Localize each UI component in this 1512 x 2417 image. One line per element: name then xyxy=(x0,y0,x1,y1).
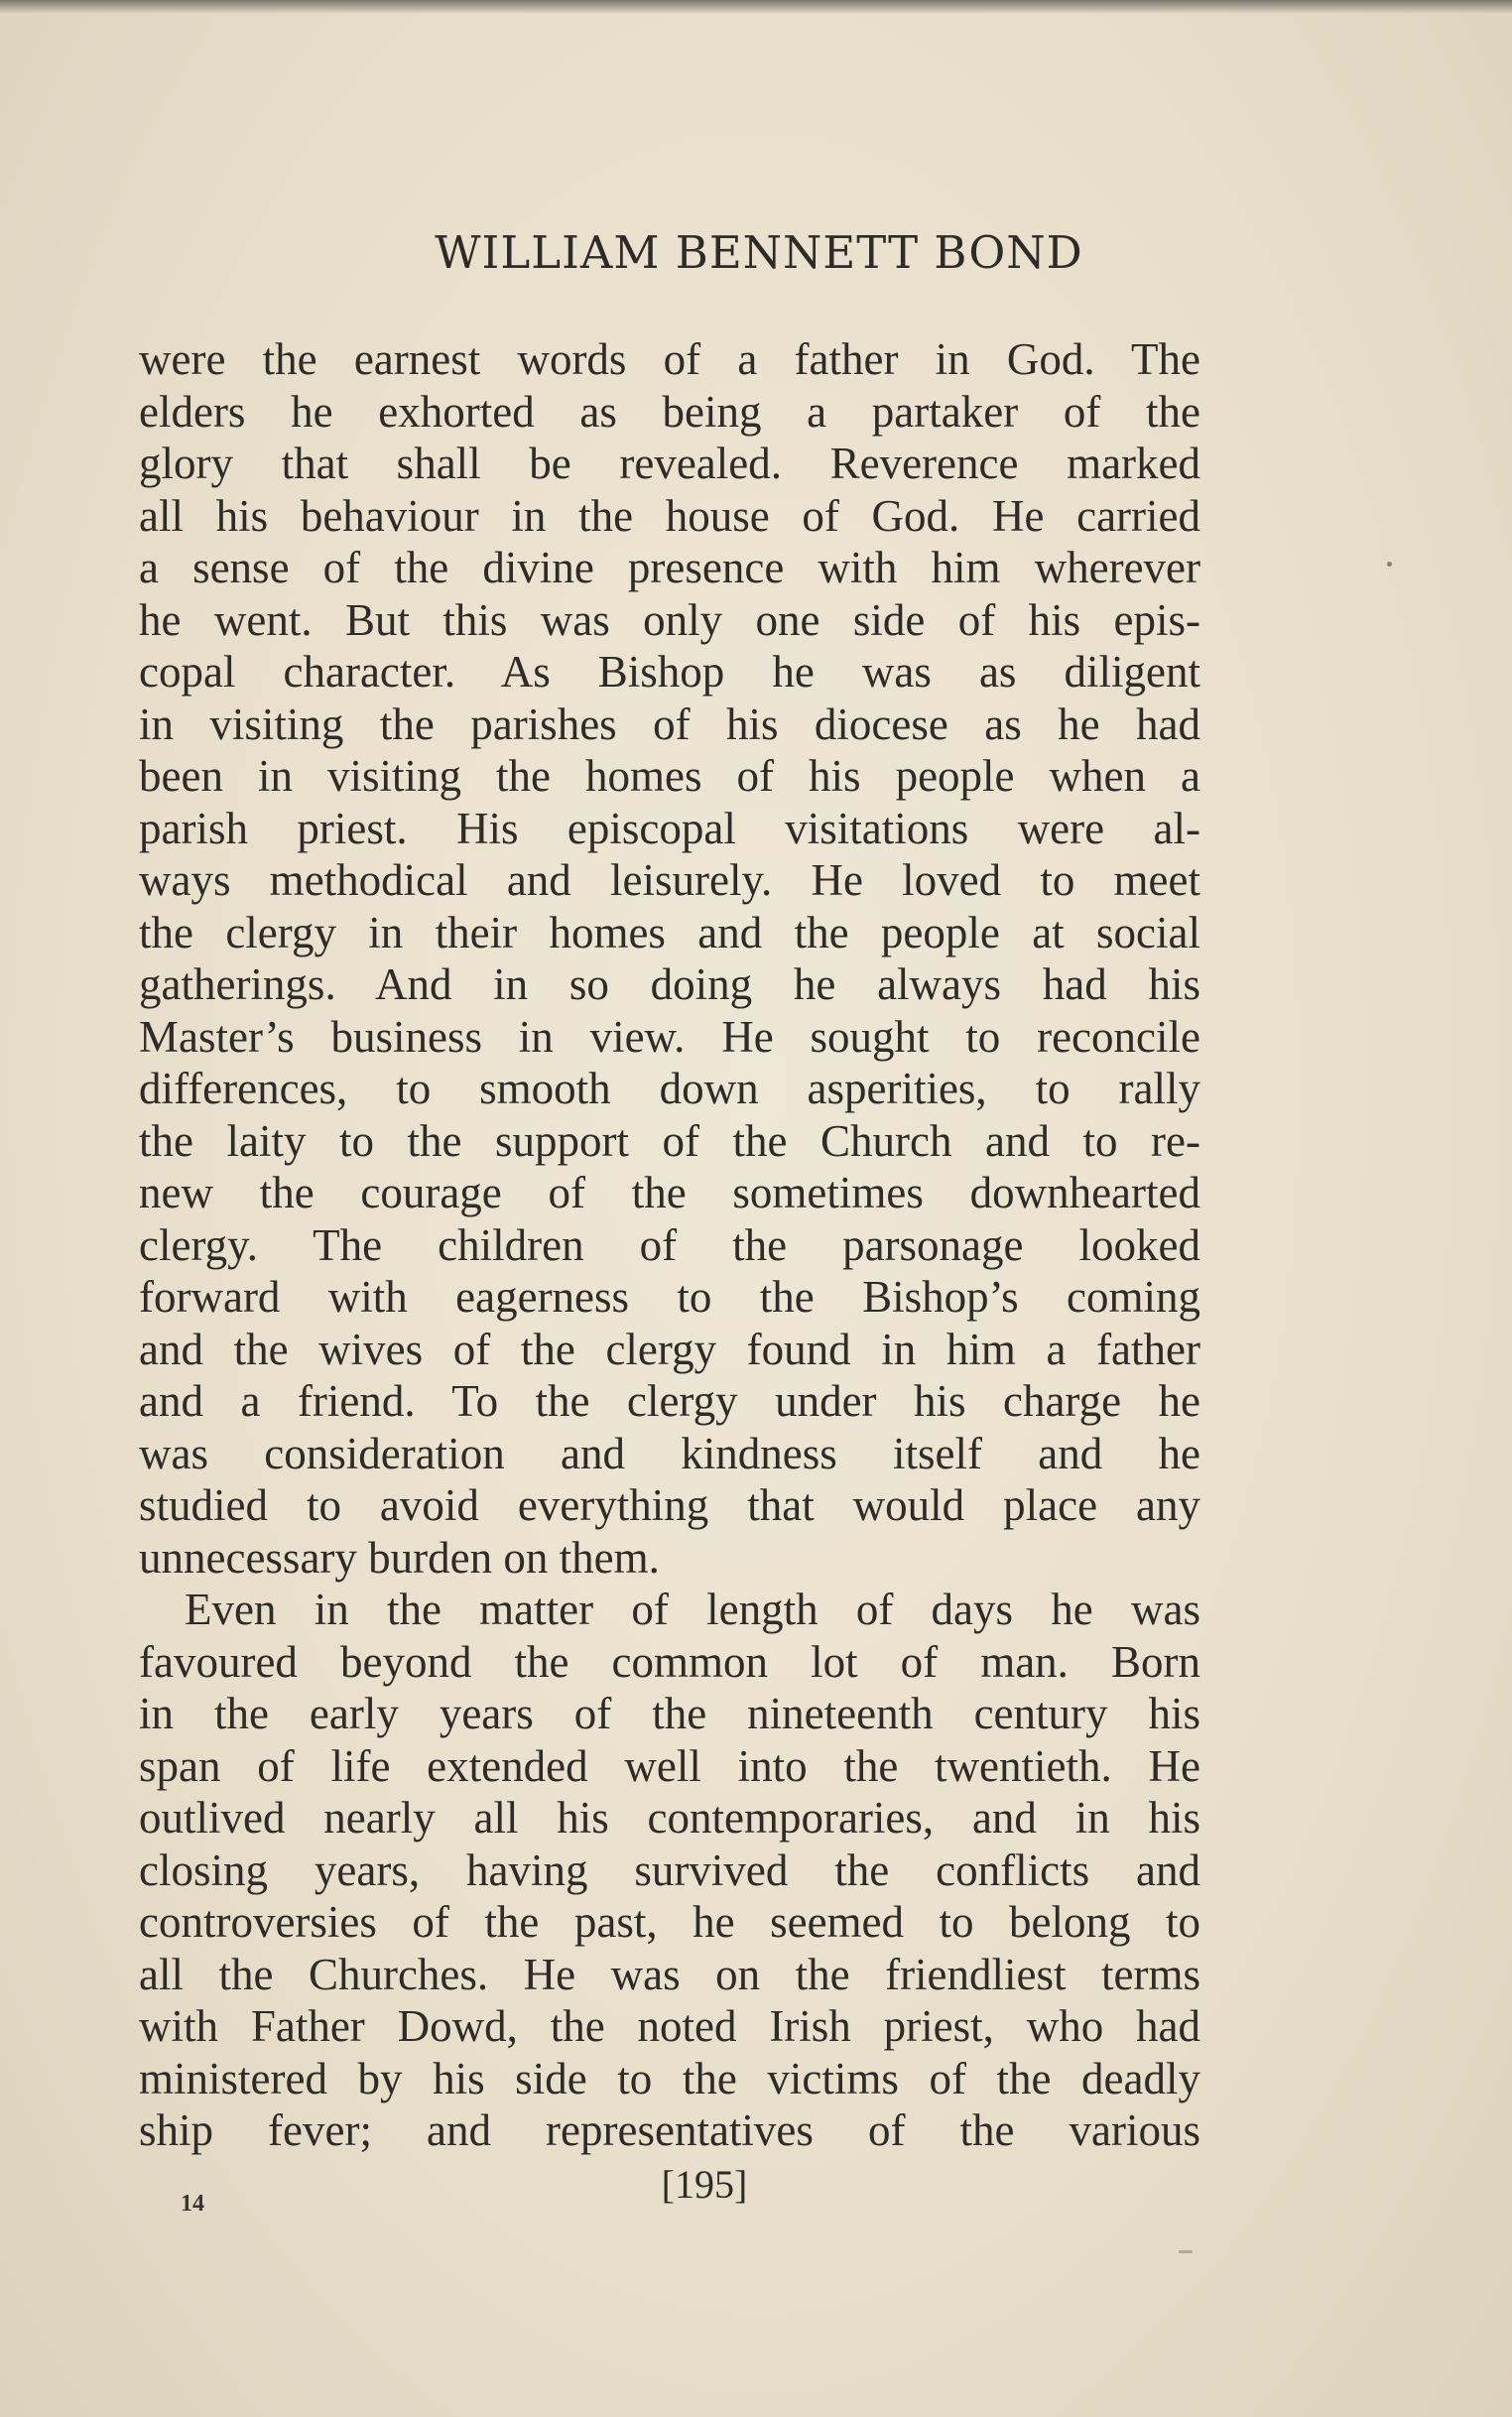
paper-speck xyxy=(1387,562,1392,567)
text-line: forward with eagerness to the Bishop’s coming xyxy=(139,1272,1200,1322)
text-line: gatherings. And in so doing he always had his xyxy=(139,959,1200,1009)
text-line: copal character. As Bishop he was as diligent xyxy=(139,647,1200,697)
text-line: Even in the matter of length of days he was xyxy=(185,1585,1200,1634)
text-line: controversies of the past, he seemed to belong to xyxy=(139,1897,1200,1947)
text-line: ship fever; and representatives of the various xyxy=(139,2105,1200,2155)
text-line: and a friend. To the clergy under his charge he xyxy=(139,1376,1200,1426)
text-line: clergy. The children of the parsonage looked xyxy=(139,1219,1200,1270)
text-line: Master’s business in view. He sought to reconcile xyxy=(139,1011,1200,1062)
text-line: span of life extended well into the twentieth. He xyxy=(139,1740,1200,1791)
text-line: ministered by his side to the victims of the deadly xyxy=(139,2053,1200,2103)
text-line: were the earnest words of a father in God. The xyxy=(139,334,1200,384)
text-line: closing years, having survived the conflicts and xyxy=(139,1845,1200,1895)
text-line: glory that shall be revealed. Reverence marked xyxy=(139,439,1200,488)
text-line: the clergy in their homes and the people at social xyxy=(139,907,1200,957)
text-line: new the courage of the sometimes downhearted xyxy=(139,1168,1200,1217)
text-line: in visiting the parishes of his diocese as he had xyxy=(139,699,1200,749)
text-line: all his behaviour in the house of God. He carried xyxy=(139,490,1200,541)
text-line: studied to avoid everything that would place any xyxy=(139,1480,1200,1530)
text-line: elders he exhorted as being a partaker of the xyxy=(139,386,1200,437)
text-line: was consideration and kindness itself and he xyxy=(139,1428,1200,1478)
text-line: favoured beyond the common lot of man. Born xyxy=(139,1636,1200,1687)
paper-speck xyxy=(1179,2250,1193,2253)
text-line: parish priest. His episcopal visitations were al- xyxy=(139,803,1200,853)
text-line: the laity to the support of the Church and to re- xyxy=(139,1115,1200,1166)
text-line: been in visiting the homes of his people when a xyxy=(139,751,1200,801)
text-line: all the Churches. He was on the friendliest terms xyxy=(139,1949,1200,1999)
page-number: [195] xyxy=(661,2162,748,2207)
body-text xyxy=(139,333,1200,2157)
text-line: and the wives of the clergy found in him a father xyxy=(139,1324,1200,1374)
running-header: WILLIAM BENNETT BOND xyxy=(435,226,1083,279)
text-line: outlived nearly all his contemporaries, and in his xyxy=(139,1793,1200,1843)
text-line: differences, to smooth down asperities, to rally xyxy=(139,1064,1200,1113)
text-line: in the early years of the nineteenth century his xyxy=(139,1689,1200,1738)
text-line: unnecessary burden on them. xyxy=(139,1532,660,1583)
page-top-edge xyxy=(0,0,1512,14)
signature-mark: 14 xyxy=(181,2191,204,2217)
text-line: ways methodical and leisurely. He loved to meet xyxy=(139,855,1200,905)
text-line: he went. But this was only one side of his epis- xyxy=(139,594,1200,645)
text-line: with Father Dowd, the noted Irish priest, who had xyxy=(139,2001,1200,2051)
text-line: a sense of the divine presence with him wherever xyxy=(139,543,1200,592)
